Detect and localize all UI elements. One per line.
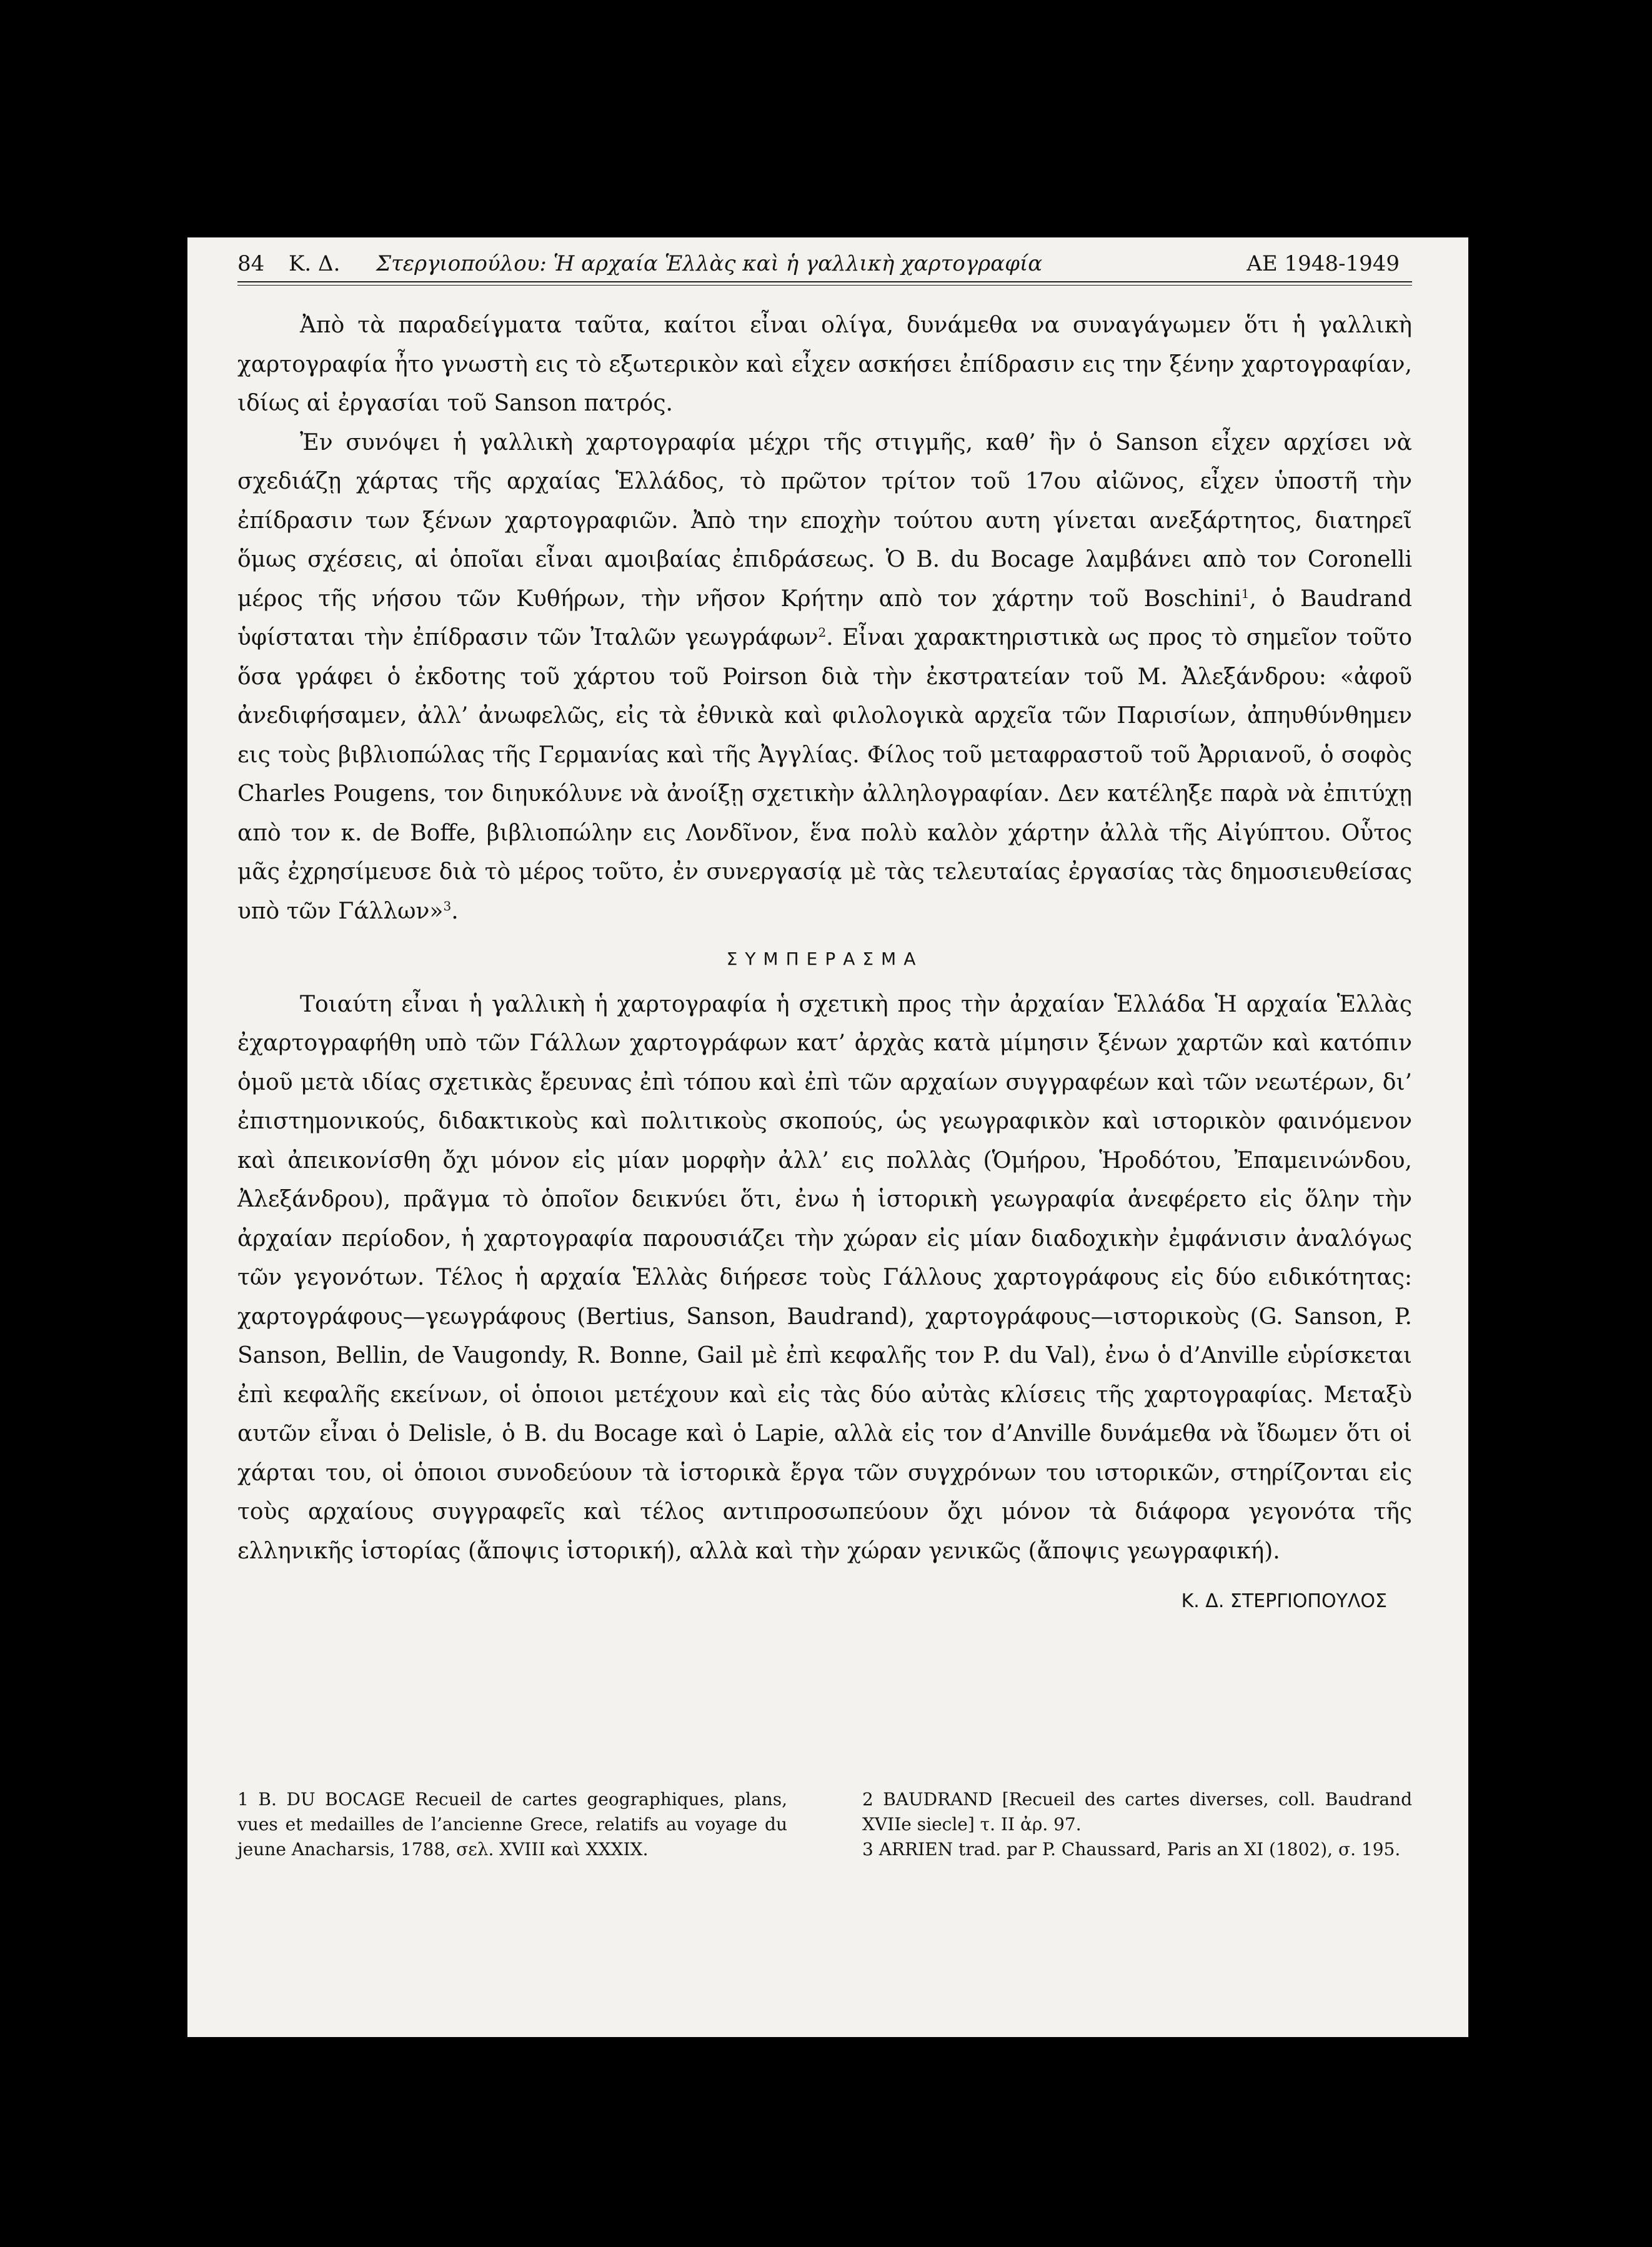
footnotes-right-column xyxy=(862,1787,1412,1862)
header-title: Στεργιοπούλου: Ἡ αρχαία Ἑλλὰς καὶ ἡ γαλλικὴ χαρτογραφία xyxy=(376,251,1043,276)
article-body xyxy=(237,306,1412,1622)
conclusion-heading: ΣΥΜΠΕΡΑΣΜΑ xyxy=(726,949,923,969)
paragraph-2 xyxy=(237,424,1412,932)
header-rule xyxy=(237,281,1412,282)
header-author: Κ. Δ. xyxy=(289,251,341,276)
footnote-1: 1 Β. DU BOCAGE Recueil de cartes geographiques, plans, vues et medailles de l’ancienne Grece, relatifs au voyage du jeune Anacharsis, 1788, σελ. XVIII καὶ XXXIX. xyxy=(237,1789,787,1860)
paragraph-2-part-b: , ὁ Baudrand ὑφίσταται τὴν ἐπίδρασιν τῶν Ἰταλῶν γεωγράφων xyxy=(237,585,1412,650)
footnote-ref-1: 1 xyxy=(1241,585,1250,601)
journal-page xyxy=(187,237,1468,2037)
paragraph-2-part-a: Ἐν συνόψει ἡ γαλλικὴ χαρτογραφία μέχρι τῆς στιγμῆς, καθ’ ἣν ὁ Sanson εἶχεν αρχίσει νὰ σχεδιάζῃ χάρτας τῆς αρχαίας Ἑλλάδος, τὸ πρῶτον τρίτον τοῦ 17ου αἰῶνος, εἶχεν ὑποστῆ τὴν ἐπίδρασιν των ξένων χαρτογραφιῶν. Ἀπὸ την εποχὴν τούτου αυτη γίνεται ανεξάρτητος, διατηρεῖ ὅμως σχέσεις, αἱ ὁποῖαι εἶναι αμοιβαίας ἐπιδράσεως. Ὁ Β. du Bocage λαμβάνει απὸ τον Coronelli μέρος τῆς νήσου τῶν Κυθήρων, τὴν νῆσον Κρήτην απὸ τον χάρτην τοῦ Boschini xyxy=(237,429,1412,612)
footnote-3: 3 ARRIEN trad. par P. Chaussard, Paris an XI (1802), σ. 195. xyxy=(862,1839,1401,1860)
page-number: 84 xyxy=(237,251,265,276)
header-rule-secondary xyxy=(237,285,1412,286)
conclusion-paragraph: Τοιαύτη εἶναι ἡ γαλλικὴ ἡ χαρτογραφία ἡ σχετικὴ προς τὴν ἀρχαίαν Ἑλλάδα Ἡ αρχαία Ἑλλὰς ἐχαρτογραφήθη υπὸ τῶν Γάλλων χαρτογράφων κατ’ ἀρχὰς κατὰ μίμησιν ξένων χαρτῶν καὶ κατόπιν ὁμοῦ μετὰ ιδίας σχετικὰς ἔρευνας ἐπὶ τόπου καὶ ἐπὶ τῶν αρχαίων συγγραφέων καὶ τῶν νεωτέρων, δι’ ἐπιστημονικούς, διδακτικοὺς καὶ πολιτικοὺς σκοπούς, ὡς γεωγραφικὸν καὶ ιστορικὸν φαινόμενον καὶ ἀπεικονίσθη ὄχι μόνον εἰς μίαν μορφὴν ἀλλ’ εις πολλὰς (Ὁμήρου, Ἡροδότου, Ἐπαμεινώνδου, Ἀλεξάνδρου), πρᾶγμα τὸ ὁποῖον δεικνύει ὅτι, ἐνω ἡ ἱστορικὴ γεωγραφία ἀνεφέρετο εἰς ὅλην τὴν ἀρχαίαν περίοδον, ἡ χαρτογραφία παρουσιάζει τὴν χώραν εἰς μίαν διαδοχικὴν ἐμφάνισιν ἀναλόγως τῶν γεγονότων. Τέλος ἡ αρχαία Ἑλλὰς διήρεσε τοὺς Γάλλους χαρτογράφους εἰς δύο ειδικότητας: χαρτογράφους—γεωγράφους (Bertius, Sanson, Baudrand), χαρτογράφους—ιστορικοὺς (G. Sanson, P. Sanson, Bellin, de Vaugondy, R. Bonne, Gail μὲ ἐπὶ κεφαλῆς τον P. du Val), ἐνω ὁ d’Anville εὑρίσκεται ἐπὶ κεφαλῆς εκείνων, οἱ ὁποιοι μετέχουν καὶ εἰς τὰς δύο αὐτὰς κλίσεις τῆς χαρτογραφίας. Μεταξὺ αυτῶν εἶναι ὁ Delisle, ὁ Β. du Bocage καὶ ὁ Lapie, αλλὰ εἰς τον d’Anville δυνάμεθα νὰ ἴδωμεν ὅτι οἱ χάρται του, οἱ ὁποιοι συνοδεύουν τὰ ἱστορικὰ ἔργα τῶν συγχρόνων του ιστορικῶν, στηρίζονται εἰς τοὺς αρχαίους συγγραφεῖς καὶ τέλος αντιπροσωπεύουν ὄχι μόνον τὰ διάφορα γεγονότα τῆς ελληνικῆς ἱστορίας (ἄποψις ἱστορική), αλλὰ καὶ τὴν χώραν γενικῶς (ἄποψις γεωγραφική). xyxy=(237,991,1412,1564)
footnote-2: 2 BAUDRAND [Recueil des cartes diverses, coll. Baudrand XVIIe siecle] τ. II ἀρ. 97. xyxy=(862,1789,1412,1835)
paragraph-2-part-d: . xyxy=(451,898,459,924)
author-signature: Κ. Δ. ΣΤΕΡΓΙΟΠΟΥΛΟΣ xyxy=(1181,1590,1387,1612)
header-journal: ΑΕ 1948-1949 xyxy=(1246,251,1400,276)
paragraph-2-part-c: . Εἶναι χαρακτηριστικὰ ως προς τὸ σημεῖον τοῦτο ὅσα γράφει ὁ ἐκδοτης τοῦ χάρτου τοῦ Poirson διὰ τὴν ἐκστρατείαν τοῦ Μ. Ἀλεξάνδρου: «ἀφοῦ ἀνεδιφήσαμεν, ἀλλ’ ἀνωφελῶς, εἰς τὰ ἐθνικὰ καὶ φιλολογικὰ αρχεῖα τῶν Παρισίων, ἀπηυθύνθημεν εις τοὺς βιβλιοπώλας τῆς Γερμανίας καὶ τῆς Ἀγγλίας. Φίλος τοῦ μεταφραστοῦ τοῦ Ἀρριανοῦ, ὁ σοφὸς Charles Pougens, τον διηυκόλυνε νὰ ἀνοίξῃ σχετικὴν ἀλληλογραφίαν. Δεν κατέληξε παρὰ νὰ ἐπιτύχῃ απὸ τον κ. de Boffe, βιβλιοπώλην εις Λονδῖνον, ἕνα πολὺ καλὸν χάρτην ἀλλὰ τῆς Αἰγύπτου. Οὗτος μᾶς ἐχρησίμευσε διὰ τὸ μέρος τοῦτο, ἐν συνεργασίᾳ μὲ τὰς τελευταίας ἐργασίας τὰς δημοσιευθείσας υπὸ τῶν Γάλλων» xyxy=(237,625,1412,924)
paragraph-1: Ἀπὸ τὰ παραδείγματα ταῦτα, καίτοι εἶναι ολίγα, δυνάμεθα να συναγάγωμεν ὅτι ἡ γαλλικὴ χαρτογραφία ἦτο γνωστὴ εις τὸ εξωτερικὸν καὶ εἶχεν ασκήσει ἐπίδρασιν εις την ξένην χαρτογραφίαν, ιδίως αἱ ἐργασίαι τοῦ Sanson πατρός. xyxy=(237,312,1412,416)
footnote-ref-3: 3 xyxy=(443,898,452,914)
footnotes-left-column xyxy=(237,1787,787,1862)
footnote-ref-2: 2 xyxy=(818,625,827,640)
